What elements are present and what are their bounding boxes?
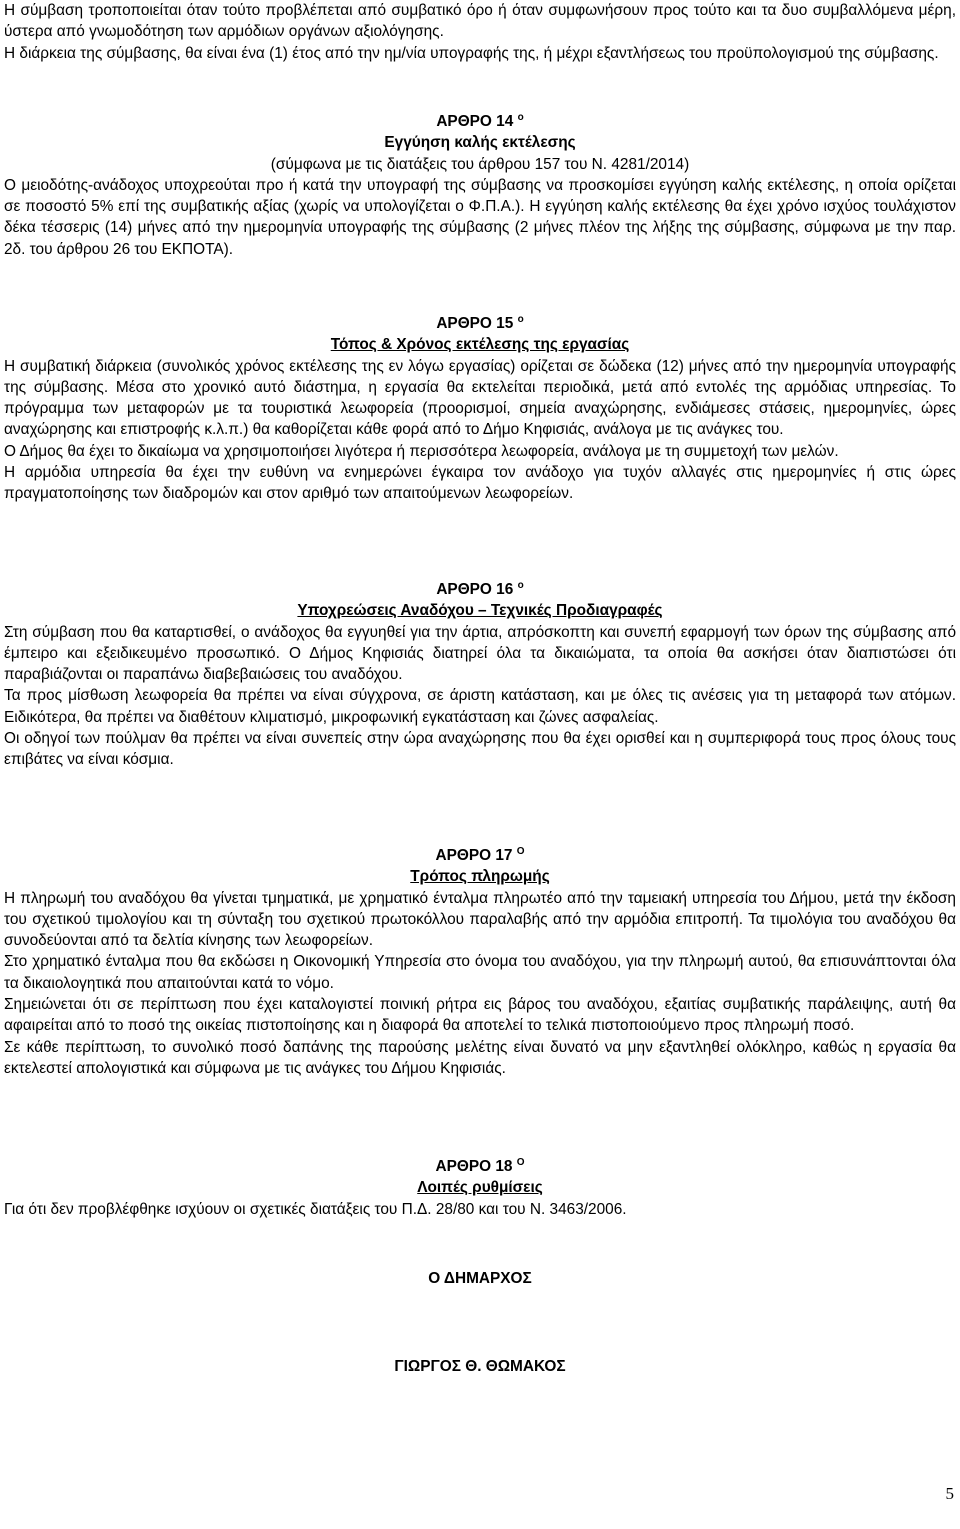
article-heading: ΑΡΘΡΟ 17 $^O$ <box>435 846 525 864</box>
intro-section <box>4 0 956 64</box>
article-note: (σύμφωνα με τις διατάξεις του άρθρου 157 του Ν. 4281/2014) <box>270 155 690 173</box>
article-heading: ΑΡΘΡΟ 15 $^o$ <box>436 314 524 332</box>
article-paragraph: Η πληρωμή του αναδόχου θα γίνεται τμηματικά, με χρηματικό ένταλμα πληρωτέο από την ταμειακή υπηρεσία του Δήμου, μετά την έκδοση του σχετικού τιμολογίου και τη σύνταξη του σχετικού πρωτοκόλλου παραλαβής από την αρμόδια επιτροπή. Τα τιμολόγια του αναδόχου θα συνοδεύονται από τα δελτία κίνησης των λεωφορείων. <box>4 889 956 950</box>
article-paragraph: Οι οδηγοί των πούλμαν θα πρέπει να είναι συνεπείς στην ώρα αναχώρησης που θα έχει ορισθεί και η συμπεριφορά τους προς όλους τους επιβάτες να είναι κόσμια. <box>4 730 956 769</box>
article-heading: ΑΡΘΡΟ 14 $^o$ <box>436 112 524 130</box>
article-paragraph: Ο Δήμος θα έχει το δικαίωμα να χρησιμοποιήσει λιγότερα ή περισσότερα λεωφορεία, ανάλογα με τη συμμετοχή των μελών. <box>4 442 839 460</box>
article-18 <box>4 1156 956 1220</box>
article-paragraph: Σημειώνεται ότι σε περίπτωση που έχει καταλογιστεί ποινική ρήτρα εις βάρος του αναδόχου, εξαιτίας συμβατικής παράλειψης, αυτή θα αφαιρείται από το ποσό της οικείας πιστοποίησης και η διαφορά θα αποτελεί το τελικά πιστοποιούμενο προς πληρωμή ποσό. <box>4 996 956 1035</box>
article-heading: ΑΡΘΡΟ 16 $^o$ <box>436 580 524 598</box>
article-subtitle: Τόπος & Χρόνος εκτέλεσης της εργασίας <box>330 336 630 354</box>
article-paragraph: Ο μειοδότης-ανάδοχος υποχρεούται προ ή κατά την υπογραφή της σύμβασης να προσκομίσει εγγύηση καλής εκτέλεσης, η οποία ορίζεται σε ποσοστό 5% επί της συμβατικής αξίας (χωρίς να υπολογίζεται ο Φ.Π.Α.). Η εγγύηση καλής εκτέλεσης θα έχει χρόνο ισχύος τουλάχιστον δέκα τέσσερις (14) μήνες από την ημερομηνία υπογραφής της σύμβασης (2 μήνες πλέον της λήξης της σύμβασης, σύμφωνα με την παρ. 2δ. του άρθρου 26 του ΕΚΠΟΤΑ). <box>4 176 956 258</box>
signature-name: ΓΙΩΡΓΟΣ Θ. ΘΩΜΑΚΟΣ <box>394 1358 566 1375</box>
article-15 <box>4 313 956 505</box>
article-paragraph: Σε κάθε περίπτωση, το συνολικό ποσό δαπάνης της παρούσης μελέτης είναι δυνατό να μην εξαντληθεί ολόκληρο, καθώς η εργασία θα εκτελεστεί απολογιστικά και σύμφωνα με τις ανάγκες του Δήμου Κηφισιάς. <box>4 1038 956 1077</box>
intro-paragraph: Η σύμβαση τροποποιείται όταν τούτο προβλέπεται από συμβατικό όρο ή όταν συμφωνήσουν προς τούτο και τα δυο συμβαλλόμενα μέρη, ύστερα από γνωμοδότηση των αρμόδιων οργάνων αξιολόγησης. <box>4 2 956 41</box>
signature-title: Ο ΔΗΜΑΡΧΟΣ <box>428 1270 532 1287</box>
intro-paragraph: Η διάρκεια της σύμβασης, θα είναι ένα (1) έτος από την ημ/νία υπογραφής της, ή μέχρι εξαντλήσεως του προϋπολογισμού της σύμβασης. <box>4 44 939 62</box>
article-17 <box>4 845 956 1079</box>
article-paragraph: Η αρμόδια υπηρεσία θα έχει την ευθύνη να ενημερώνει έγκαιρα τον ανάδοχο για τυχόν αλλαγές στις ημερομηνίες ή στις ώρες πραγματοποίησης των διαδρομών και στον αριθμό των απαιτούμενων λεωφορείων. <box>4 464 956 503</box>
article-paragraph: Η συμβατική διάρκεια (συνολικός χρόνος εκτέλεσης της εν λόγω εργασίας) ορίζεται σε δώδεκα (12) μήνες από την ημερομηνία υπογραφής της σύμβασης. Μέσα στο χρονικό αυτό διάστημα, η εργασία θα εκτελείται περιοδικά, μετά από εντολές της αρμόδιας υπηρεσίας. Το πρόγραμμα των μεταφορών με τα τουριστικά λεωφορεία (προορισμοί, σημεία αναχώρησης, ενδιάμεσες στάσεις, ημερομηνίες, ώρες αναχώρησης και επιστροφής κ.λ.π.) θα καθορίζεται κάθε φορά από το Δήμο Κηφισιάς, ανάλογα με τις ανάγκες του. <box>4 357 956 439</box>
article-paragraph: Τα προς μίσθωση λεωφορεία θα πρέπει να είναι σύγχρονα, σε άριστη κατάσταση, και με όλες τις ανέσεις για τη μεταφορά των ατόμων. Ειδικότερα, θα πρέπει να διαθέτουν κλιματισμό, μικροφωνική εγκατάσταση και ζώνες ασφαλείας. <box>4 687 956 726</box>
article-paragraph: Στο χρηματικό ένταλμα που θα εκδώσει η Οικονομική Υπηρεσία στο όνομα του αναδόχου, για την πληρωμή αυτού, θα επισυνάπτονται όλα τα δικαιολογητικά που απαιτούνται κατά το νόμο. <box>4 953 956 992</box>
article-subtitle: Υποχρεώσεις Αναδόχου – Τεχνικές Προδιαγραφές <box>297 602 663 620</box>
article-14 <box>4 111 956 260</box>
article-heading: ΑΡΘΡΟ 18 $^O$ <box>435 1157 525 1175</box>
article-16 <box>4 579 956 771</box>
article-paragraph: Για ότι δεν προβλέφθηκε ισχύουν οι σχετικές διατάξεις του Π.Δ. 28/80 και του Ν. 3463/2006. <box>4 1200 627 1218</box>
article-subtitle: Εγγύηση καλής εκτέλεσης <box>384 134 576 152</box>
page-number: 5 <box>945 1484 954 1503</box>
article-subtitle: Τρόπος πληρωμής <box>410 868 550 886</box>
article-subtitle: Λοιπές ρυθμίσεις <box>417 1179 543 1197</box>
article-paragraph: Στη σύμβαση που θα καταρτισθεί, ο ανάδοχος θα εγγυηθεί για την άρτια, απρόσκοπτη και συνεπή εφαρμογή των όρων της σύμβασης από έμπειρο και εξειδικευμένο προσωπικό. Ο Δήμος Κηφισιάς διατηρεί όλα τα δικαιώματα, τα οποία θα ασκήσει όταν διαπιστώσει ότι παραβιάζονται οι παραπάνω διαβεβαιώσεις του αναδόχου. <box>4 623 956 684</box>
